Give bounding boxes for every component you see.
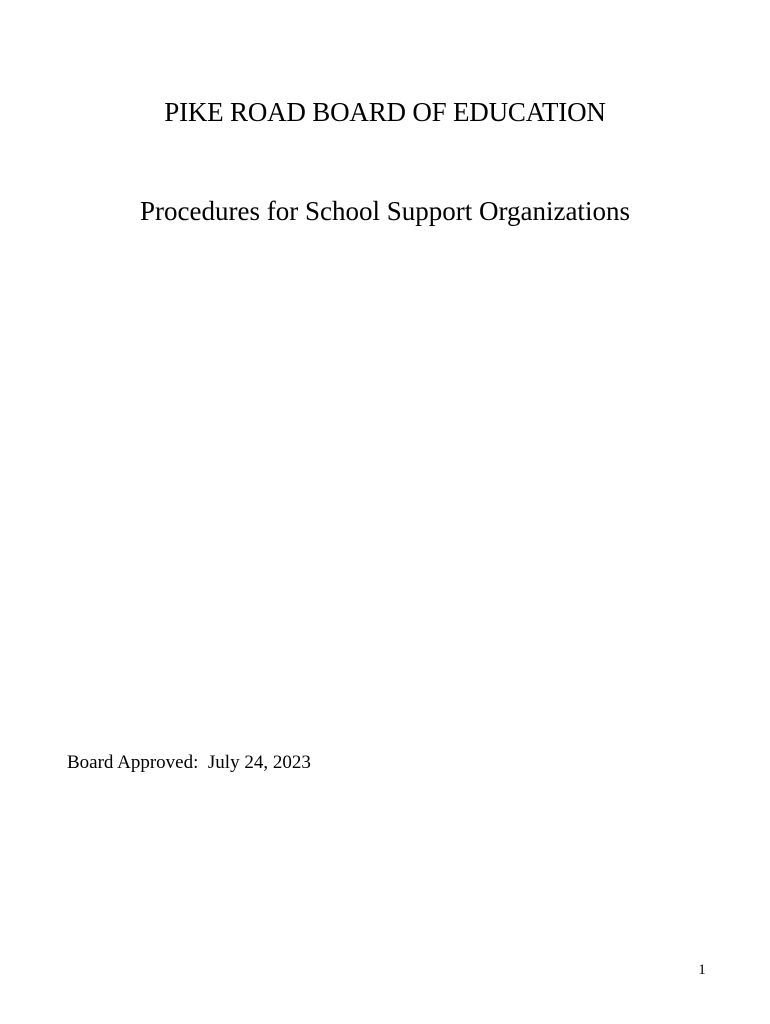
approval-date: Board Approved: July 24, 2023 bbox=[67, 752, 311, 773]
page-number: 1 bbox=[698, 962, 706, 978]
document-title: Procedures for School Support Organizations bbox=[140, 196, 630, 226]
organization-heading: PIKE ROAD BOARD OF EDUCATION bbox=[164, 97, 606, 127]
